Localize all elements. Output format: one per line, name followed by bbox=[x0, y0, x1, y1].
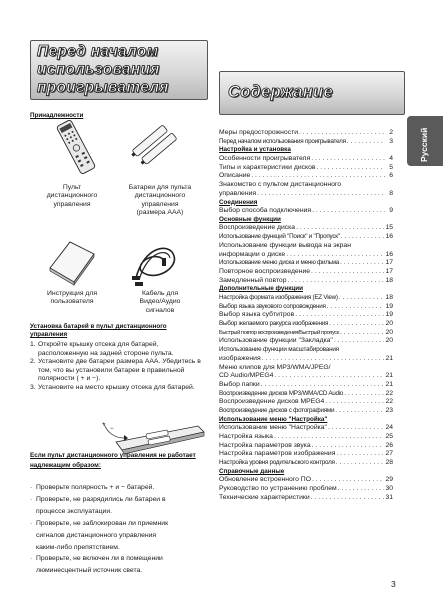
list-item bbox=[30, 341, 208, 358]
toc-page: 26 bbox=[385, 441, 393, 449]
step-number: 1. bbox=[30, 341, 36, 348]
toc-row bbox=[219, 485, 393, 494]
language-side-tab bbox=[407, 116, 443, 166]
toc-row bbox=[219, 494, 393, 503]
toc-row bbox=[219, 407, 393, 416]
language-tab-label: Русский bbox=[419, 127, 429, 162]
list-item: · Проверьте, не разрядились ли батареи в процессе эксплуатации. bbox=[30, 494, 210, 518]
toc-title: Типы и характеристики дисков bbox=[219, 163, 316, 171]
toc-page: 24 bbox=[385, 424, 393, 432]
step-text: Установите на место крышку отсека для батарей. bbox=[38, 383, 195, 391]
toc-page: 8 bbox=[389, 189, 393, 197]
toc-row bbox=[219, 294, 393, 303]
toc-page: 19 bbox=[385, 311, 393, 319]
toc-page: 6 bbox=[389, 172, 393, 180]
right-title-banner bbox=[219, 71, 405, 115]
left-title-banner bbox=[30, 40, 208, 100]
table-of-contents bbox=[219, 129, 393, 503]
toc-row bbox=[219, 224, 393, 233]
right-title: Содержание bbox=[228, 83, 333, 101]
check-text: Проверьте полярность + и − батарей. bbox=[36, 484, 155, 491]
toc-row bbox=[219, 259, 393, 268]
list-item: · Проверьте, не заблокирован ли приемник сигналов дистанционного управления каким-либо препятствием. bbox=[30, 518, 210, 554]
remote-control-illustration bbox=[56, 118, 96, 176]
toc-title: Воспроизведение дисков MP3/WMA/CD Audio bbox=[219, 389, 344, 397]
accessories-header: Принадлежности bbox=[30, 112, 84, 119]
manual-illustration bbox=[46, 238, 98, 286]
battery-install-header-line1: Установка батарей в пульт дистанционного bbox=[30, 323, 167, 330]
toc-title: Использование функции "Закладка" bbox=[219, 337, 333, 345]
toc-page: 16 bbox=[385, 250, 393, 258]
toc-section-basic: Основные функции bbox=[219, 215, 281, 223]
toc-page: 5 bbox=[389, 163, 393, 171]
toc-page: 30 bbox=[385, 485, 393, 493]
toc-title: информации о диске bbox=[219, 250, 286, 258]
toc-page: 9 bbox=[389, 207, 393, 215]
remote-trouble-header-line2: надлежащим образом: bbox=[30, 462, 101, 469]
toc-page: 25 bbox=[385, 433, 393, 441]
batteries-caption: Батареи для пульта дистанционного управления (размера AAA) bbox=[128, 184, 192, 217]
toc-row bbox=[219, 233, 393, 242]
svg-text:−: − bbox=[110, 426, 114, 432]
toc-row bbox=[219, 355, 393, 364]
toc-page: 29 bbox=[385, 476, 393, 484]
toc-page: 20 bbox=[385, 320, 393, 328]
toc-page: 22 bbox=[385, 398, 393, 406]
toc-row bbox=[219, 207, 393, 216]
toc-row bbox=[219, 277, 393, 286]
toc-title: Меры предосторожности bbox=[219, 129, 298, 136]
toc-title: Воспроизведение дисков MPEG4 bbox=[219, 398, 325, 406]
remote-caption: Пульт дистанционного управления bbox=[46, 184, 98, 208]
toc-page: 4 bbox=[389, 155, 393, 162]
toc-page: 20 bbox=[385, 337, 393, 345]
toc-page: 17 bbox=[385, 259, 393, 267]
svg-text:+: + bbox=[102, 422, 106, 428]
remote-trouble-header-line1: Если пульт дистанционного управления не работает bbox=[30, 452, 196, 459]
toc-row bbox=[219, 268, 393, 277]
toc-section-reference: Справочные данные bbox=[219, 467, 285, 475]
toc-title: Технические характеристики bbox=[219, 493, 310, 501]
toc-title: Быстрый повтор воспроизведения/Быстрый пропуск bbox=[219, 329, 339, 336]
toc-page: 27 bbox=[385, 450, 393, 458]
toc-title: Перед началом использования проигрывателя bbox=[219, 137, 346, 145]
toc-page: 16 bbox=[385, 233, 393, 241]
toc-row bbox=[219, 337, 393, 346]
toc-page: 18 bbox=[385, 293, 393, 301]
toc-title: Руководство по устранению проблем bbox=[219, 485, 337, 493]
toc-title: Обновление встроенного ПО bbox=[219, 476, 311, 484]
toc-page: 21 bbox=[385, 354, 393, 362]
toc-row bbox=[219, 398, 393, 407]
toc-row bbox=[219, 251, 393, 260]
step-text: Установите две батареи размера AAA. Убедитесь в том, что вы установили батареи в правильной полярности ( + и −). bbox=[38, 358, 201, 383]
toc-row bbox=[219, 381, 393, 390]
toc-row bbox=[219, 320, 393, 329]
toc-title: Выбор желаемого ракурса изображения bbox=[219, 320, 329, 328]
step-text: Откройте крышку отсека для батарей, расположенную на задней стороне пульта. bbox=[38, 341, 174, 357]
toc-row bbox=[219, 129, 393, 138]
check-text: Проверьте, не заблокирован ли приемник сигналов дистанционного управления каким-либо препятствием. bbox=[36, 519, 169, 551]
toc-row bbox=[219, 164, 393, 173]
toc-title: Настройка параметров изображения bbox=[219, 450, 336, 458]
battery-install-header-line2: управления bbox=[30, 331, 68, 339]
step-number: 2. bbox=[30, 358, 36, 366]
toc-page: 15 bbox=[385, 224, 393, 232]
toc-title: Выбор папки bbox=[219, 380, 260, 388]
toc-title: изображения bbox=[219, 354, 261, 362]
toc-page: 22 bbox=[385, 389, 393, 397]
cable-illustration bbox=[130, 238, 182, 288]
toc-title: Настройка языка bbox=[219, 433, 273, 441]
manual-caption: Инструкция для пользователя bbox=[46, 290, 98, 306]
toc-title: Использование функций "Поиск" и "Пропуск" bbox=[219, 233, 340, 241]
list-item bbox=[30, 384, 208, 393]
toc-row bbox=[219, 459, 393, 468]
toc-title: Выбор языка субтитров bbox=[219, 311, 295, 319]
toc-title: Особенности проигрывателя bbox=[219, 155, 311, 162]
check-text: Проверьте, не разрядились ли батареи в процессе эксплуатации. bbox=[36, 495, 166, 515]
toc-page: 21 bbox=[385, 372, 393, 380]
toc-section-setup: Настройка и установка bbox=[219, 146, 291, 154]
toc-title: Воспроизведение диска bbox=[219, 224, 296, 232]
toc-title: Описание bbox=[219, 172, 251, 180]
toc-row-continued: Меню клипов для MP3/WMA/JPEG/ bbox=[219, 363, 331, 371]
battery-install-steps bbox=[30, 341, 208, 393]
list-item: · Проверьте, не включен ли в помещении люминесцентный источник света. bbox=[30, 553, 210, 577]
toc-row-continued: Использование функции масштабирования bbox=[219, 346, 339, 354]
toc-page: 31 bbox=[385, 493, 393, 501]
battery-install-header bbox=[30, 323, 210, 339]
toc-title: Выбор языка звукового сопровождения bbox=[219, 302, 326, 310]
toc-page: 18 bbox=[385, 276, 393, 284]
toc-page: 21 bbox=[385, 380, 393, 388]
page-number: 3 bbox=[391, 579, 396, 589]
remote-trouble-header bbox=[30, 451, 210, 471]
toc-page: 19 bbox=[385, 302, 393, 310]
list-item: · Проверьте полярность + и − батарей. bbox=[30, 482, 210, 494]
toc-section-advanced: Дополнительные функции bbox=[219, 285, 303, 293]
toc-page: 3 bbox=[389, 137, 393, 145]
list-item bbox=[30, 358, 208, 384]
toc-row bbox=[219, 372, 393, 381]
toc-title: Выбор способа подключения bbox=[219, 207, 312, 215]
toc-row bbox=[219, 311, 393, 320]
toc-page: 2 bbox=[389, 129, 393, 136]
toc-title: управления bbox=[219, 189, 257, 197]
toc-title: Использование меню диска и меню фильма bbox=[219, 259, 340, 267]
toc-section-setup-menu: Использование меню "Настройка" bbox=[219, 415, 328, 423]
toc-title: Воспроизведение дисков с фотографиями bbox=[219, 407, 335, 415]
toc-page: 20 bbox=[385, 328, 393, 336]
left-title: Перед началом использования проигрывателя bbox=[37, 43, 169, 96]
batteries-illustration bbox=[128, 122, 178, 170]
toc-title: Настройка уровня родительского контроля bbox=[219, 459, 335, 467]
step-number: 3. bbox=[30, 383, 36, 391]
toc-page: 28 bbox=[385, 459, 393, 467]
toc-title: Настройка формата изображения (EZ View) bbox=[219, 293, 338, 301]
toc-row bbox=[219, 155, 393, 164]
toc-row bbox=[219, 433, 393, 442]
toc-title: CD Audio/MPEG4 bbox=[219, 372, 274, 380]
toc-row bbox=[219, 390, 393, 399]
remote-trouble-checklist bbox=[30, 482, 210, 577]
toc-row-continued: Использование функции вывода на экран bbox=[219, 241, 351, 249]
toc-title: Использование меню "Настройка" bbox=[219, 424, 327, 432]
toc-title: Замедленный повтор bbox=[219, 276, 287, 284]
toc-row bbox=[219, 450, 393, 459]
toc-section-connections: Соединения bbox=[219, 198, 258, 206]
toc-title: Повторное воспроизведение bbox=[219, 267, 311, 275]
toc-row bbox=[219, 190, 393, 199]
toc-row bbox=[219, 329, 393, 338]
toc-title: Настройка параметров звука bbox=[219, 441, 311, 449]
toc-page: 17 bbox=[385, 267, 393, 275]
toc-row bbox=[219, 424, 393, 433]
toc-page: 23 bbox=[385, 407, 393, 415]
check-text: Проверьте, не включен ли в помещении люминесцентный источник света. bbox=[36, 555, 163, 575]
toc-row-continued: Знакомство с пультом дистанционного bbox=[219, 181, 342, 189]
toc-row bbox=[219, 172, 393, 181]
toc-row bbox=[219, 476, 393, 485]
cable-caption: Кабель для Видео/Аудио сигналов bbox=[139, 290, 181, 314]
